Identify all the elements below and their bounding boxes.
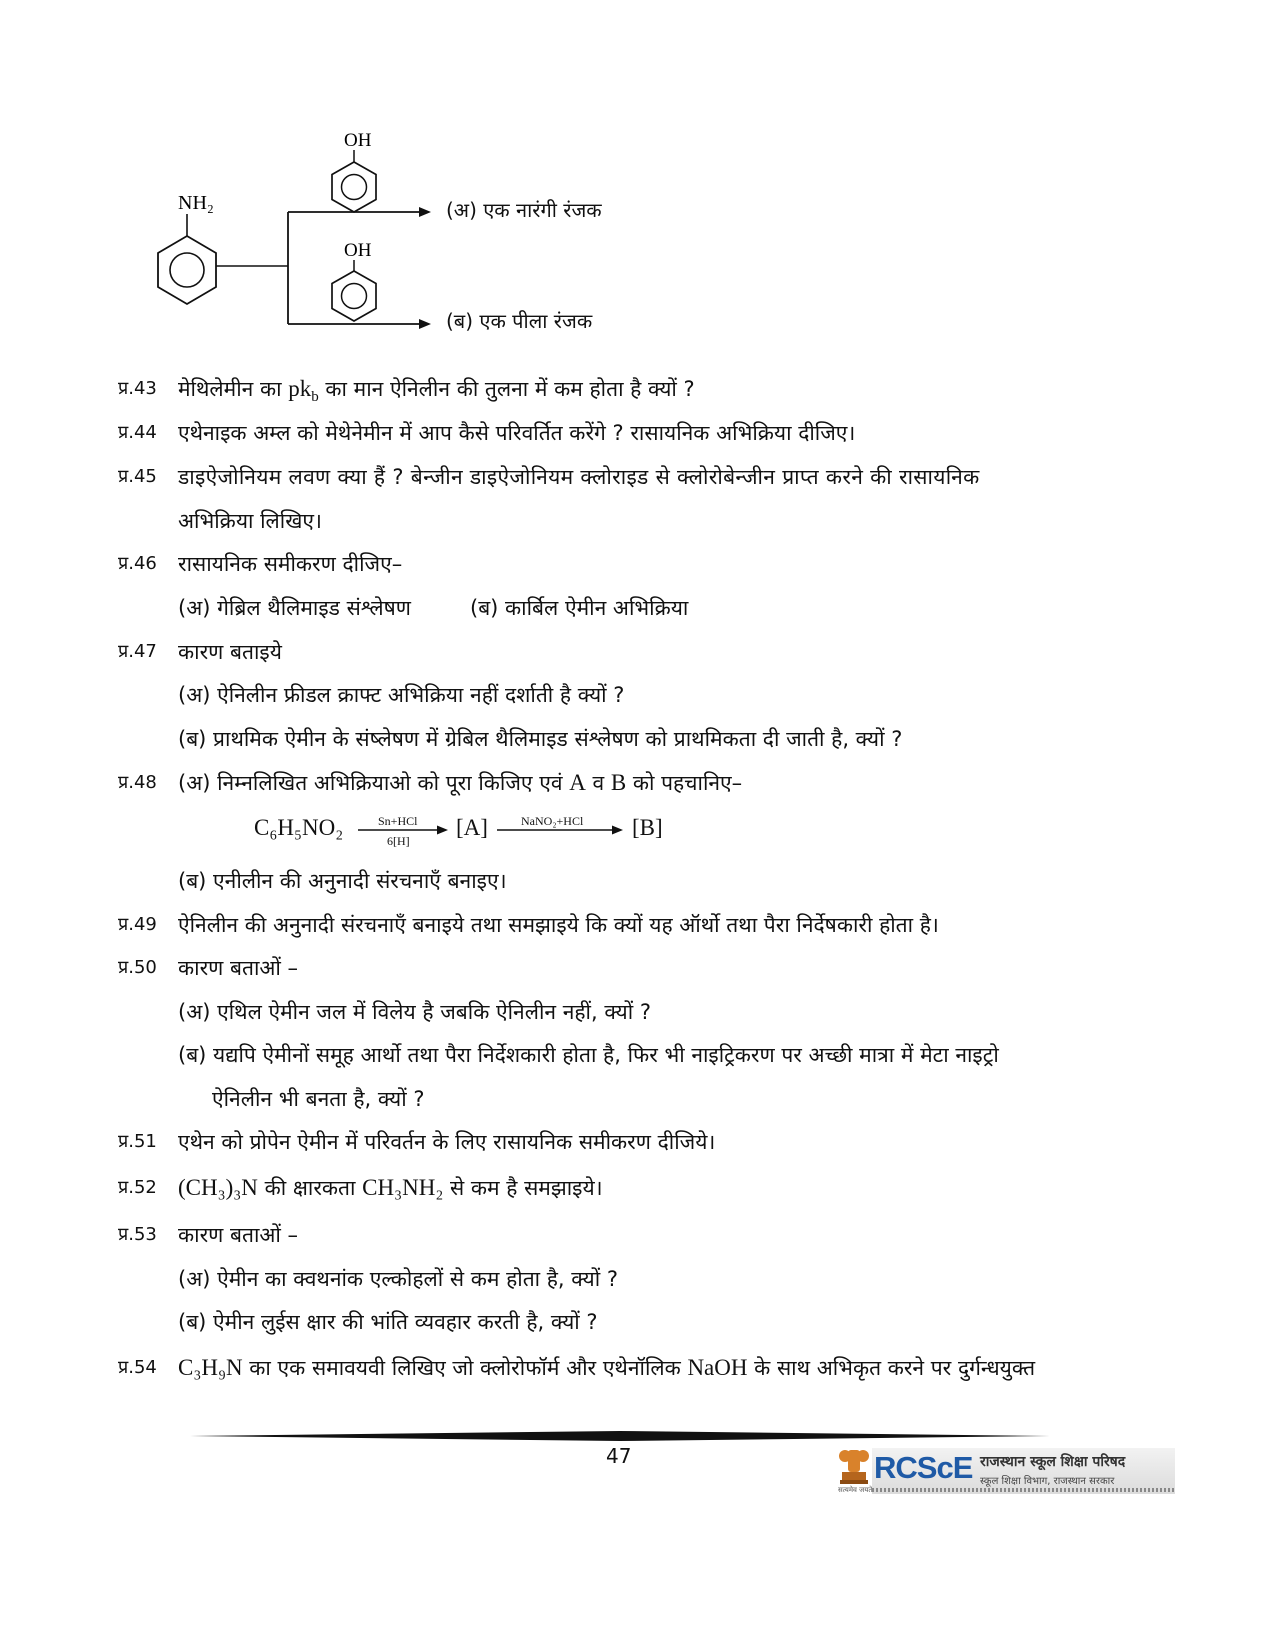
question-text: एथेन को प्रोपेन ऐमीन में परिवर्तन के लिए रासायनिक समीकरण दीजिये। [178, 1130, 716, 1154]
question-text-end: को पहचानिए– [626, 771, 743, 795]
question-number: प्र.46 [118, 553, 157, 574]
reagent-1-bottom: 6[H] [387, 834, 410, 848]
question-text: मेथिलेमीन का [178, 377, 289, 401]
question-number: प्र.54 [118, 1357, 157, 1378]
footer-rule [190, 1430, 1050, 1442]
question-text: कारण बताओं – [178, 1223, 299, 1247]
conjunction: व [585, 771, 611, 795]
question-text: की क्षारकता [257, 1176, 363, 1200]
question-number: प्र.49 [118, 914, 157, 935]
product-a-label: (अ) एक नारंगी रंजक [446, 198, 602, 222]
upper-phenol-ring [332, 162, 376, 212]
question-text: रासायनिक समीकरण दीजिए– [178, 552, 403, 576]
question-text-end: के साथ अभिकृत करने पर दुर्गन्धयुक्त [747, 1356, 1036, 1380]
question-number: प्र.43 [118, 378, 157, 399]
question-number: प्र.48 [118, 772, 157, 793]
question-text: ऐनिलीन की अनुनादी संरचनाएँ बनाइये तथा समझाइये कि क्यों यह ऑर्थो तथा पैरा निर्देषकारी होता है। [178, 913, 939, 937]
question-46-sub-b: (ब) कार्बिल ऐमीन अभिक्रिया [470, 596, 689, 620]
question-number: प्र.53 [118, 1224, 157, 1245]
question-text: एथेनाइक अम्ल को मेथेनेमीन में आप कैसे परिवर्तित करेंगे ? रासायनिक अभिक्रिया दीजिए। [178, 421, 856, 445]
lower-hydroxyl-label: OH [344, 240, 372, 261]
question-50-sub-a: (अ) एथिल ऐमीन जल में विलेय है जबकि ऐनिलीन नहीं, क्यों ? [178, 1000, 651, 1024]
question-number: प्र.50 [118, 957, 157, 978]
question-number: प्र.45 [118, 466, 157, 487]
org-subtitle: स्कूल शिक्षा विभाग, राजस्थान सरकार [980, 1476, 1115, 1487]
coupling-reaction-diagram [0, 0, 700, 345]
amino-group-label: NH₂ [178, 192, 214, 214]
question-47-sub-a: (अ) ऐनिलीन फ्रीडल क्राफ्ट अभिक्रिया नहीं दर्शाती है क्यों ? [178, 683, 625, 707]
question-number: प्र.44 [118, 422, 157, 443]
methylamine-formula: CH₃NH₂ [362, 1175, 444, 1200]
product-1: [A] [456, 815, 488, 840]
aniline-benzene-ring [158, 236, 216, 304]
reactant-formula: C₆H₅NO₂ [254, 815, 344, 840]
question-50-sub-b: (ब) यद्यपि ऐमीनों समूह आर्थो तथा पैरा निर्देशकारी होता है, फिर भी नाइट्रिकरण पर अच्छी मात्रा में मेटा नाइट्रो [178, 1043, 999, 1067]
product-2: [B] [632, 815, 663, 840]
logo-text: RCScE [874, 1450, 973, 1485]
question-50-sub-b-continuation: ऐनिलीन भी बनता है, क्यों ? [212, 1087, 425, 1111]
logo-stripe [872, 1488, 1175, 1492]
question-number: प्र.52 [118, 1177, 157, 1198]
product-b-label: (ब) एक पीला रंजक [446, 309, 593, 333]
pk-subscript: b [311, 389, 319, 406]
rcsce-logo [872, 1448, 1175, 1494]
question-number: प्र.47 [118, 641, 157, 662]
question-48-sub-b: (ब) एनीलीन की अनुनादी संरचनाएँ बनाइए। [178, 869, 507, 893]
reagent-2-top: NaNO₂+HCl [521, 814, 584, 828]
question-text: कारण बताइये [178, 640, 282, 664]
question-47-sub-b: (ब) प्राथमिक ऐमीन के संष्लेषण में ग्रेबिल थैलिमाइड संश्लेषण को प्राथमिकता दी जाती है, क्यों ? [178, 727, 903, 751]
compound-b: B [610, 770, 627, 795]
upper-hydroxyl-label: OH [344, 130, 372, 151]
emblem-caption: सत्यमेव जयते [838, 1486, 873, 1494]
question-text: डाइऐजोनियम लवण क्या हैं ? बेन्जीन डाइऐजोनियम क्लोराइड से क्लोरोबेन्जीन प्राप्त करने की रासायनिक [178, 465, 980, 489]
page-number: 47 [606, 1444, 632, 1468]
reaction-arrow-2 [497, 823, 625, 837]
lower-phenol-ring [332, 271, 376, 321]
reagent-1-top: Sn+HCl [378, 814, 418, 828]
molecular-formula: C₃H₉N [178, 1355, 243, 1380]
trimethylamine-formula: (CH₃)₃N [178, 1175, 258, 1200]
org-name: राजस्थान स्कूल शिक्षा परिषद [980, 1454, 1126, 1470]
question-text-end: से कम है समझाइये। [443, 1176, 603, 1200]
question-number: प्र.51 [118, 1131, 157, 1152]
question-53-sub-b: (ब) ऐमीन लुईस क्षार की भांति व्यवहार करती है, क्यों ? [178, 1310, 598, 1334]
pk-symbol: pk [288, 376, 312, 401]
question-text: कारण बताओं – [178, 956, 299, 980]
question-46-sub-a: (अ) गेब्रिल थैलिमाइड संश्लेषण [178, 596, 411, 620]
question-45-continuation: अभिक्रिया लिखिए। [178, 509, 322, 533]
naoh-formula: NaOH [687, 1355, 748, 1380]
question-text: का एक समावयवी लिखिए जो क्लोरोफॉर्म और एथेनॉलिक [242, 1356, 688, 1380]
question-53-sub-a: (अ) ऐमीन का क्वथनांक एल्कोहलों से कम होता है, क्यों ? [178, 1267, 618, 1291]
question-text: (अ) निम्नलिखित अभिक्रियाओ को पूरा किजिए एवं [178, 771, 570, 795]
question-text-end: का मान ऐनिलीन की तुलना में कम होता है क्यों ? [318, 377, 695, 401]
compound-a: A [569, 770, 586, 795]
